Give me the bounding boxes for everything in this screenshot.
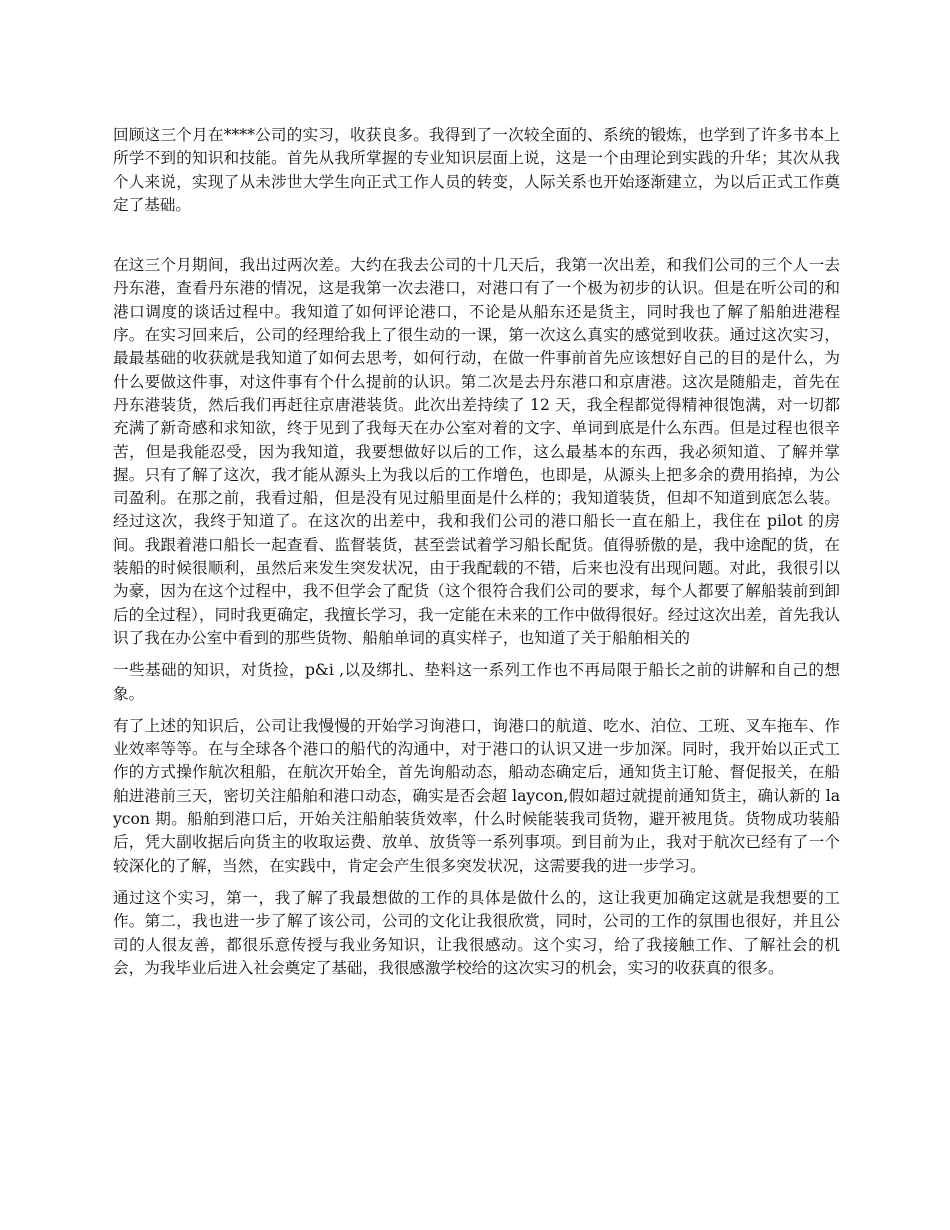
- paragraph-conclusion: 通过这个实习，第一，我了解了我最想做的工作的具体是做什么的，这让我更加确定这就是我想要的工作。第二，我也进一步了解了该公司，公司的文化让我很欣赏，同时，公司的工作的氛围也很好，并且公司的人很友善，都很乐意传授与我业务知识，让我很感动。这个实习，给了我接触工作、了解社会的机会，为我毕业后进入社会奠定了基础，我很感激学校给的这次实习的机会，实习的收获真的很多。: [113, 888, 840, 977]
- paragraph-spacer: [113, 706, 840, 715]
- document-page: [113, 124, 840, 980]
- paragraph-spacer: [113, 878, 840, 887]
- paragraph-port-inquiry: 有了上述的知识后，公司让我慢慢的开始学习询港口，询港口的航道、吃水、泊位、工班、叉车拖车、作业效率等等。在与全球各个港口的船代的沟通中，对于港口的认识又进一步加深。同时，我开始以正式工作的方式操作航次租船，在航次开始全，首先询船动态，船动态确定后，通知货主订舱、督促报关，在船舶进港前三天，密切关注船舶和港口动态，确实是否会超 laycon,假如超过就提前通知货主，确认新的 laycon 期。船舶到港口后，开始关注船舶装货效率，什么时候能装我司货物，避开被甩货。货物成功装船后，凭大副收据后向货主的收取运费、放单、放货等一系列事项。到目前为止，我对于航次已经有了一个较深化的了解，当然，在实践中，肯定会产生很多突发状况，这需要我的进一步学习。: [113, 716, 840, 875]
- paragraph-basic-knowledge: 一些基础的知识，对货捡，p&i ,以及绑扎、垫料这一系列工作也不再局限于船长之前的讲解和自己的想象。: [113, 661, 840, 703]
- paragraph-internship-summary: 回顾这三个月在****公司的实习，收获良多。我得到了一次较全面的、系统的锻炼，也学到了许多书本上所学不到的知识和技能。首先从我所掌握的专业知识层面上说，这是一个由理论到实践的升华；其次从我个人来说，实现了从未涉世大学生向正式工作人员的转变，人际关系也开始逐渐建立，为以后正式工作奠定了基础。: [113, 126, 840, 214]
- paragraph-spacer: [113, 217, 840, 254]
- paragraph-business-trips: 在这三个月期间，我出过两次差。大约在我去公司的十几天后，我第一次出差，和我们公司的三个人一去丹东港，查看丹东港的情况，这是我第一次去港口，对港口有了一个极为初步的认识。但是在听公司的和港口调度的谈话过程中。我知道了如何评论港口，不论是从船东还是货主，同时我也了解了船舶进港程序。在实习回来后，公司的经理给我上了很生动的一课，第一次这么真实的感觉到收获。通过这次实习，最最基础的收获就是我知道了如何去思考，如何行动，在做一件事前首先应该想好自己的目的是什么，为什么要做这件事，对这件事有个什么提前的认识。第二次是去丹东港口和京唐港。这次是随船走，首先在丹东港装货，然后我们再赶往京唐港装货。此次出差持续了 12 天，我全程都觉得精神很饱满，对一切都充满了新奇感和求知欲，终于见到了我每天在办公室对着的文字、单词到底是什么东西。但是过程也很辛苦，但是我能忍受，因为我知道，我要想做好以后的工作，这么最基本的东西，我必须知道、了解并掌握。只有了解了这次，我才能从源头上为我以后的工作增色，也即是，从源头上把多余的费用掐掉，为公司盈利。在那之前，我看过船，但是没有见过船里面是什么样的；我知道装货，但却不知道到底怎么装。经过这次，我终于知道了。在这次的出差中，我和我们公司的港口船长一直在船上，我住在 pilot 的房间。我跟着港口船长一起查看、监督装货，甚至尝试着学习船长配货。值得骄傲的是，我中途配的货，在装船的时候很顺利，虽然后来发生突发状况，由于我配载的不错，后来也没有出现问题。对此，我很引以为豪，因为在这个过程中，我不但学会了配货（这个很符合我们公司的要求，每个人都要了解船装前到卸后的全过程），同时我更确定，我擅长学习，我一定能在未来的工作中做得很好。经过这次出差，首先我认识了我在办公室中看到的那些货物、船舶单词的真实样子，也知道了关于船舶相关的: [113, 256, 840, 647]
- paragraph-spacer: [113, 650, 840, 659]
